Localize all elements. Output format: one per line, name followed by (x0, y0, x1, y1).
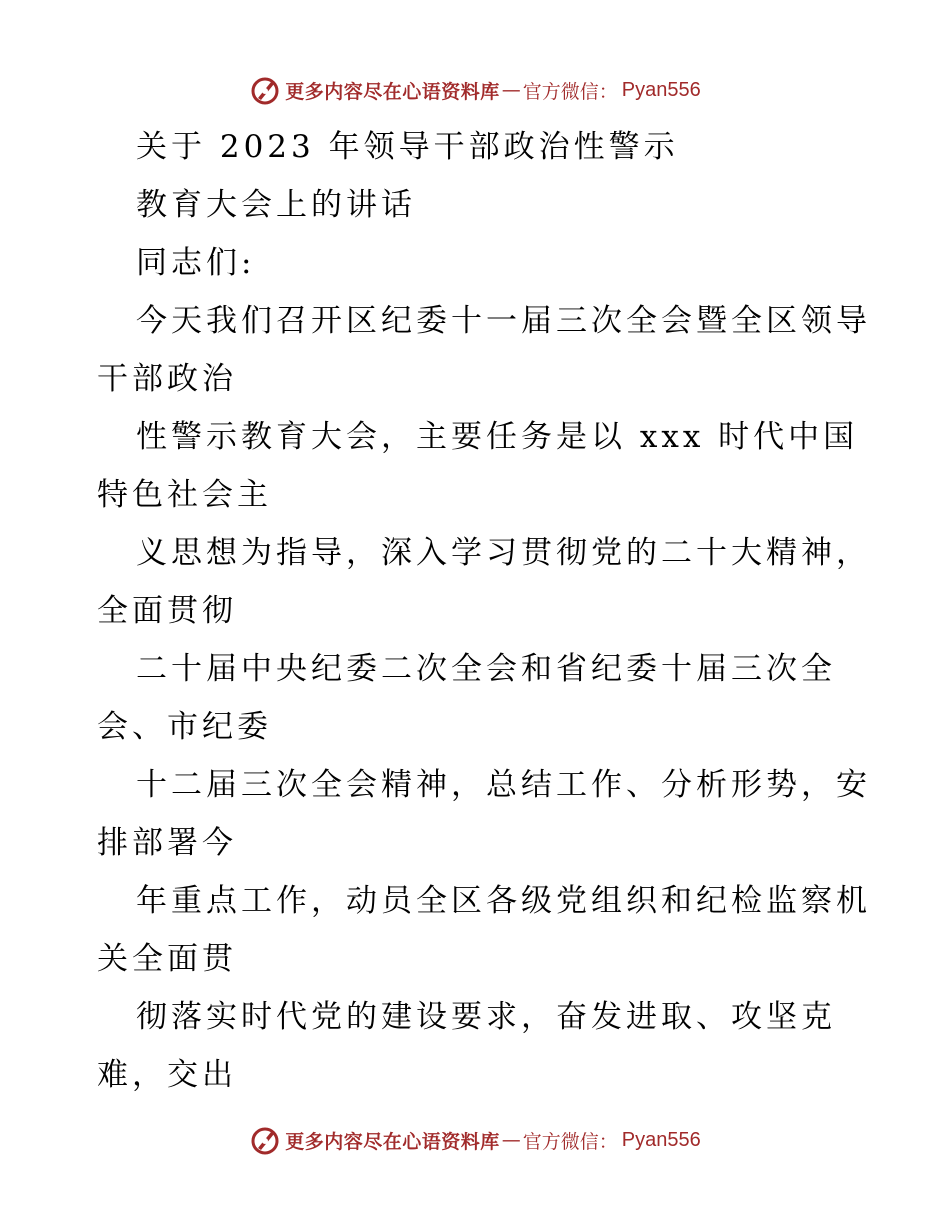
paragraph-line: 二十届中央纪委二次全会和省纪委十届三次全 (136, 651, 836, 687)
paragraph-line: 性警示教育大会，主要任务是以 xxx 时代中国 (136, 419, 859, 455)
paragraph-line: 特色社会主 (97, 477, 272, 513)
paragraph-line: 今天我们召开区纪委十一届三次全会暨全区领导 (136, 303, 871, 339)
document-body (97, 118, 887, 1104)
salutation: 同志们: (136, 245, 256, 281)
watermark-wechat-id: Pyan556 (621, 78, 701, 101)
paragraph-line: 彻落实时代党的建设要求，奋发进取、攻坚克 (136, 999, 836, 1035)
watermark-separator: — (501, 79, 521, 101)
watermark-wechat-label: 官方微信： (522, 80, 618, 103)
watermark-wechat-label: 官方微信： (522, 1130, 618, 1153)
document-title-line-1: 关于 2023 年领导干部政治性警示 (136, 129, 679, 165)
paragraph-line: 难，交出 (97, 1057, 237, 1093)
watermark-brand-text: 更多内容尽在心语资料库 (285, 1130, 500, 1153)
brand-logo-icon (249, 74, 281, 106)
document-title-line-2: 教育大会上的讲话 (136, 187, 416, 223)
paragraph-line: 义思想为指导，深入学习贯彻党的二十大精神， (136, 535, 871, 571)
paragraph-line: 十二届三次全会精神，总结工作、分析形势，安 (136, 767, 871, 803)
brand-logo-icon (249, 1124, 281, 1156)
watermark-separator: — (501, 1129, 521, 1151)
paragraph-line: 排部署今 (97, 825, 237, 861)
paragraph-line: 关全面贯 (97, 941, 237, 977)
paragraph-line: 全面贯彻 (97, 593, 237, 629)
paragraph-line: 会、市纪委 (97, 709, 272, 745)
paragraph-line: 干部政治 (97, 361, 237, 397)
watermark-brand-text: 更多内容尽在心语资料库 (285, 80, 500, 103)
watermark-banner-top (0, 70, 950, 110)
paragraph-line: 年重点工作，动员全区各级党组织和纪检监察机 (136, 883, 871, 919)
watermark-banner-bottom (0, 1120, 950, 1160)
watermark-wechat-id: Pyan556 (621, 1128, 701, 1151)
